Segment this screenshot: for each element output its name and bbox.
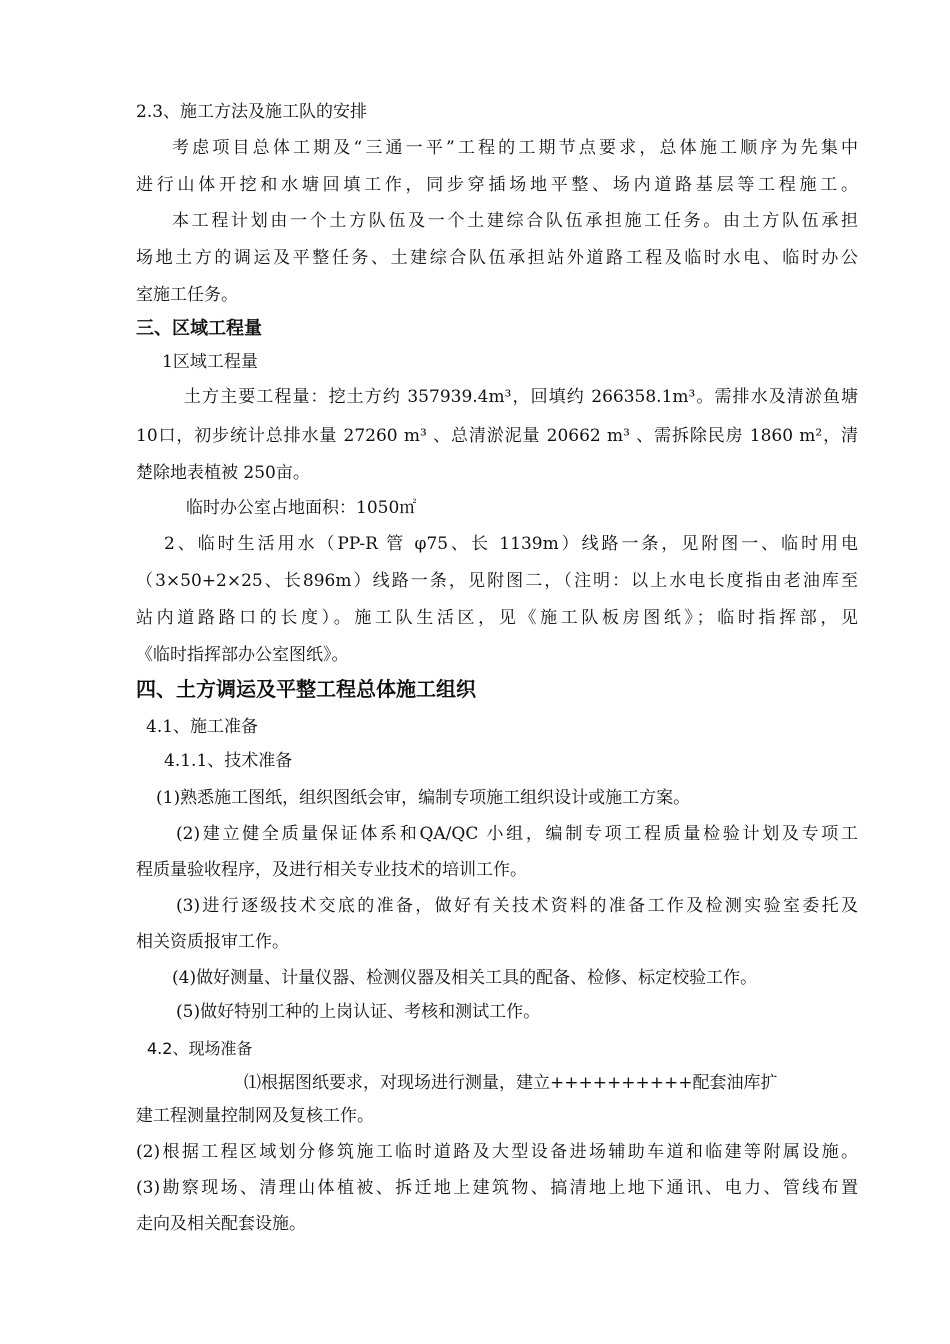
paragraph-line: 进行山体开挖和水塘回填工作，同步穿插场地平整、场内道路基层等工程施工。 xyxy=(136,175,858,195)
paragraph-line: 建工程测量控制网及复核工作。 xyxy=(136,1106,374,1126)
paragraph-line: 10口，初步统计总排水量 27260 m³ 、总清淤泥量 20662 m³ 、需拆除民房 1860 m²，清 xyxy=(136,426,858,446)
paragraph-line: 考虑项目总体工期及“三通一平”工程的工期节点要求，总体施工顺序为先集中 xyxy=(172,138,858,158)
paragraph-line: 程质量验收程序，及进行相关专业技术的培训工作。 xyxy=(136,860,527,880)
section-heading-2-3: 2.3、施工方法及施工队的安排 xyxy=(136,102,368,122)
subheading-4-1-1: 4.1.1、技术准备 xyxy=(164,751,293,771)
list-item: (2)建立健全质量保证体系和QA/QC 小组，编制专项工程质量检验计划及专项工 xyxy=(176,824,858,844)
list-item: ⑴根据图纸要求，对现场进行测量，建立++++++++++配套油库扩 xyxy=(244,1073,778,1093)
paragraph-line: 《临时指挥部办公室图纸》。 xyxy=(136,645,349,665)
list-item: (2)根据工程区域划分修筑施工临时道路及大型设备进场辅助车道和临建等附属设施。 xyxy=(136,1142,858,1162)
section-heading-3: 三、区域工程量 xyxy=(136,318,262,339)
list-item: (1)熟悉施工图纸，组织图纸会审，编制专项施工组织设计或施工方案。 xyxy=(156,788,691,808)
paragraph-line: 2、临时生活用水（PP-R 管 φ75、长 1139m）线路一条，见附图一、临时用电 xyxy=(164,534,858,554)
paragraph-line: 站内道路路口的长度）。施工队生活区，见《施工队板房图纸》；临时指挥部，见 xyxy=(136,608,858,628)
paragraph-line: 楚除地表植被 250亩。 xyxy=(136,463,310,483)
subheading-4-2: 4.2、现场准备 xyxy=(147,1039,253,1058)
list-item: (3)勘察现场、清理山体植被、拆迁地上建筑物、搞清地上地下通讯、电力、管线布置 xyxy=(136,1178,858,1198)
office-area-line: 临时办公室占地面积：1050㎡ xyxy=(186,498,417,518)
paragraph-line: （3×50+2×25、长896m）线路一条，见附图二，（注明：以上水电长度指由老油库至 xyxy=(136,571,858,591)
paragraph-line: 土方主要工程量：挖土方约 357939.4m³，回填约 266358.1m³。需排水及清淤鱼塘 xyxy=(184,387,858,407)
paragraph-line: 本工程计划由一个土方队伍及一个土建综合队伍承担施工任务。由土方队伍承担 xyxy=(172,211,858,231)
subheading-4-1: 4.1、施工准备 xyxy=(146,717,259,737)
list-item: (4)做好测量、计量仪器、检测仪器及相关工具的配备、检修、标定校验工作。 xyxy=(172,968,758,988)
list-item: (5)做好特别工种的上岗认证、考核和测试工作。 xyxy=(176,1002,541,1022)
section-heading-4: 四、土方调运及平整工程总体施工组织 xyxy=(136,677,476,701)
subheading-area-quantity: 1区域工程量 xyxy=(162,352,258,372)
paragraph-line: 相关资质报审工作。 xyxy=(136,932,289,952)
list-item: (3)进行逐级技术交底的准备，做好有关技术资料的准备工作及检测实验室委托及 xyxy=(176,896,858,916)
paragraph-line: 室施工任务。 xyxy=(136,285,238,305)
paragraph-line: 走向及相关配套设施。 xyxy=(136,1214,306,1234)
paragraph-line: 场地土方的调运及平整任务、土建综合队伍承担站外道路工程及临时水电、临时办公 xyxy=(136,248,858,268)
